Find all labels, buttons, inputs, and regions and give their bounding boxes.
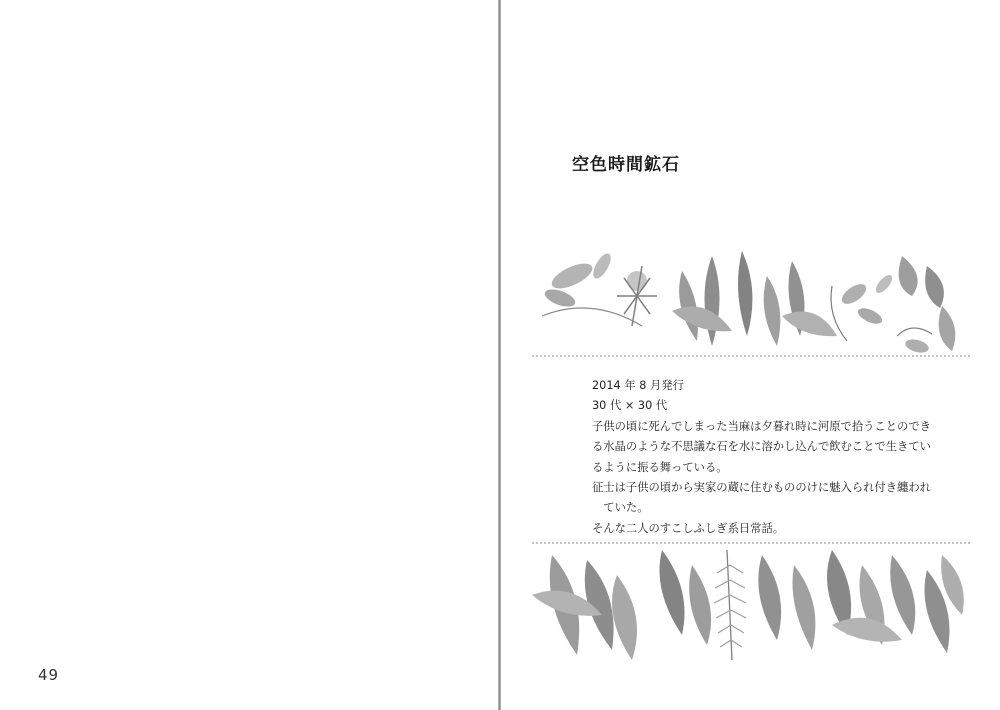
vertical-body-text [60,70,420,640]
age-group: 30 代 × 30 代 [592,399,668,413]
page-number: 49 [38,666,60,684]
book-notice [592,376,937,539]
synopsis-line: 征士は子供の頃から実家の蔵に住むもののけに魅入られ付き纏われ [592,481,931,495]
botanical-illustration-top [532,236,972,366]
publication-date: 2014 年 8 月発行 [592,379,684,392]
synopsis-line: ていた。 [603,501,649,515]
synopsis-line: る水晶のような不思議な石を水に溶かし込んで飲むことで生きてい [592,440,931,454]
synopsis-line: 子供の頃に死んでしまった当麻は夕暮れ時に河原で拾うことのでき [592,419,931,433]
synopsis-line: そんな二人のすこしふしぎ系日常話。 [592,521,785,535]
book-title: 空色時間鉱石 [572,155,680,175]
botanical-illustration-bottom [532,535,972,670]
left-page [0,0,499,710]
synopsis-line: るように振る舞っている。 [592,460,728,474]
